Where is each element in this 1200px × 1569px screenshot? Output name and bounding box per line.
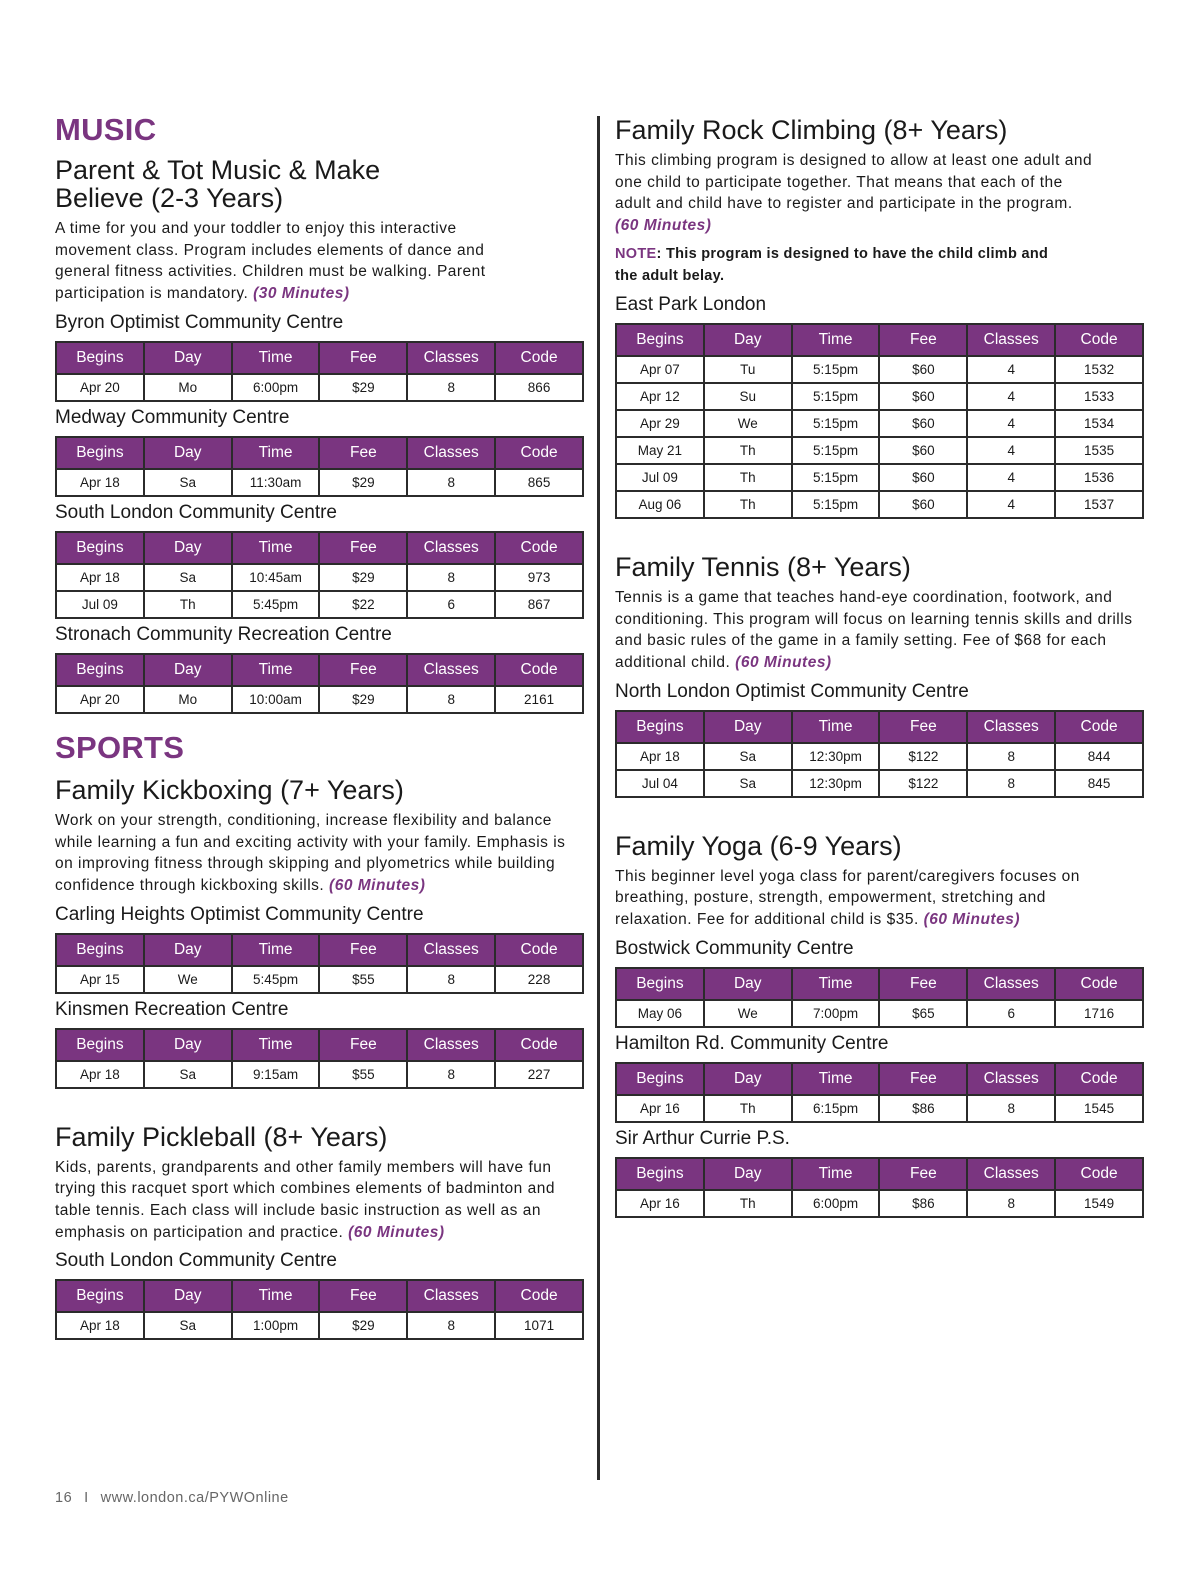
column-header: Fee [319, 1280, 407, 1312]
sports-heading: SPORTS [55, 729, 185, 765]
column-header: Time [792, 711, 880, 743]
table-header-row [56, 1029, 583, 1061]
venue-name: East Park London [615, 293, 767, 315]
table-cell: Apr 18 [56, 1061, 144, 1088]
column-header: Begins [56, 532, 144, 564]
schedule-table [55, 933, 584, 994]
table-cell: 5:45pm [232, 966, 320, 993]
table-cell: 8 [407, 469, 495, 496]
table-cell: 10:00am [232, 686, 320, 713]
column-header: Fee [879, 968, 967, 1000]
table-cell: We [704, 1000, 792, 1027]
program-description: This climbing program is designed to allow at least one adult and one child to participate together. That means that each of the adult and child have to register and participate in the program. (60 Minutes) [615, 152, 1093, 235]
table-cell: 1533 [1055, 383, 1143, 410]
column-header: Time [232, 532, 320, 564]
table-cell: $60 [879, 410, 967, 437]
table-cell: $29 [319, 564, 407, 591]
table-cell: Apr 18 [616, 743, 704, 770]
table-header-row [616, 968, 1143, 1000]
table-cell: Sa [144, 1312, 232, 1339]
table-cell: Apr 18 [56, 564, 144, 591]
table-cell: $60 [879, 437, 967, 464]
table-cell: 10:45am [232, 564, 320, 591]
table-cell: 4 [967, 437, 1055, 464]
column-header: Begins [56, 342, 144, 374]
column-header: Classes [967, 1158, 1055, 1190]
column-header: Code [1055, 1158, 1143, 1190]
column-header: Time [232, 934, 320, 966]
table-cell: Apr 12 [616, 383, 704, 410]
column-header: Code [495, 1280, 583, 1312]
table-cell: $122 [879, 743, 967, 770]
schedule-table [615, 1062, 1144, 1123]
table-header-row [616, 711, 1143, 743]
column-header: Fee [879, 1063, 967, 1095]
table-cell: $60 [879, 356, 967, 383]
column-header: Time [232, 1029, 320, 1061]
table-cell: 1549 [1055, 1190, 1143, 1217]
table-cell: 5:15pm [792, 464, 880, 491]
table-row [56, 591, 583, 618]
table-cell: 6:00pm [792, 1190, 880, 1217]
table-row [616, 770, 1143, 797]
table-cell: Sa [704, 743, 792, 770]
column-header: Begins [56, 934, 144, 966]
table-cell: 1:00pm [232, 1312, 320, 1339]
table-cell: 4 [967, 491, 1055, 518]
column-header: Day [704, 711, 792, 743]
table-cell: 6 [967, 1000, 1055, 1027]
table-cell: 1545 [1055, 1095, 1143, 1122]
table-cell: 6:00pm [232, 374, 320, 401]
table-cell: $122 [879, 770, 967, 797]
column-header: Day [144, 1280, 232, 1312]
program-title: Parent & Tot Music & Make Believe (2-3 Years) [55, 155, 381, 213]
left-column [55, 112, 585, 1340]
schedule-group [615, 937, 1145, 1218]
table-header-row [56, 654, 583, 686]
table-row [56, 1061, 583, 1088]
table-header-row [56, 1280, 583, 1312]
column-header: Day [704, 324, 792, 356]
table-cell: Sa [144, 1061, 232, 1088]
schedule-table [615, 323, 1144, 519]
program-note: NOTE: This program is designed to have the child climb and the adult belay. [615, 245, 1049, 284]
table-cell: Apr 29 [616, 410, 704, 437]
table-cell: 8 [967, 1190, 1055, 1217]
table-cell: Jul 04 [616, 770, 704, 797]
schedule-group [615, 293, 1145, 519]
table-cell: 8 [967, 770, 1055, 797]
table-row [616, 743, 1143, 770]
column-header: Begins [56, 1280, 144, 1312]
table-cell: 5:15pm [792, 383, 880, 410]
column-header: Time [792, 324, 880, 356]
table-cell: 4 [967, 464, 1055, 491]
program-description: Work on your strength, conditioning, increase flexibility and balance while learning a fun and exciting activity with your family. Emphasis is on improving fitness through skipping and plyometrics while building confidence through kickboxing skills. (60 Minutes) [55, 811, 566, 894]
table-cell: Apr 18 [56, 469, 144, 496]
schedule-table [615, 710, 1144, 798]
column-header: Fee [319, 934, 407, 966]
column-header: Day [144, 342, 232, 374]
footer-separator: I [84, 1490, 89, 1506]
column-header: Time [232, 437, 320, 469]
music-heading: MUSIC [55, 112, 157, 147]
schedule-group [55, 311, 585, 714]
program-title: Family Tennis (8+ Years) [615, 551, 911, 582]
table-cell: $60 [879, 491, 967, 518]
column-header: Classes [407, 532, 495, 564]
table-row [56, 686, 583, 713]
table-cell: 865 [495, 469, 583, 496]
table-cell: 4 [967, 410, 1055, 437]
column-header: Code [495, 1029, 583, 1061]
table-cell: 8 [407, 686, 495, 713]
table-cell: 8 [967, 743, 1055, 770]
column-header: Code [495, 437, 583, 469]
table-header-row [56, 532, 583, 564]
table-cell: 866 [495, 374, 583, 401]
table-cell: 9:15am [232, 1061, 320, 1088]
column-divider [597, 116, 600, 1480]
table-cell: Jul 09 [616, 464, 704, 491]
table-cell: 5:15pm [792, 437, 880, 464]
table-cell: 228 [495, 966, 583, 993]
table-cell: Tu [704, 356, 792, 383]
table-cell: $29 [319, 686, 407, 713]
table-cell: 5:15pm [792, 410, 880, 437]
table-row [616, 1190, 1143, 1217]
table-header-row [56, 934, 583, 966]
table-cell: 2161 [495, 686, 583, 713]
table-row [56, 1312, 583, 1339]
table-cell: $29 [319, 469, 407, 496]
column-header: Classes [407, 1029, 495, 1061]
table-cell: Apr 15 [56, 966, 144, 993]
table-row [616, 356, 1143, 383]
program-title: Family Rock Climbing (8+ Years) [615, 115, 1008, 145]
column-header: Fee [319, 1029, 407, 1061]
table-cell: $65 [879, 1000, 967, 1027]
table-cell: 4 [967, 383, 1055, 410]
table-cell: $60 [879, 383, 967, 410]
column-header: Code [495, 934, 583, 966]
schedule-group [55, 903, 585, 1089]
table-cell: 1071 [495, 1312, 583, 1339]
column-header: Code [495, 532, 583, 564]
table-cell: May 21 [616, 437, 704, 464]
venue-name: Hamilton Rd. Community Centre [615, 1032, 889, 1054]
column-header: Code [495, 342, 583, 374]
table-row [616, 1000, 1143, 1027]
schedule-table [55, 1279, 584, 1340]
table-row [56, 564, 583, 591]
column-header: Day [144, 654, 232, 686]
column-header: Time [792, 968, 880, 1000]
program-description: Kids, parents, grandparents and other family members will have fun trying this racquet sport which combines elements of badminton and table tennis. Each class will include basic instruction as well as an emphasis on participation and practice. (60 Minutes) [55, 1158, 555, 1241]
table-cell: 8 [407, 564, 495, 591]
venue-name: South London Community Centre [55, 1250, 337, 1272]
table-header-row [616, 1063, 1143, 1095]
table-cell: 6 [407, 591, 495, 618]
table-row [56, 469, 583, 496]
column-header: Time [792, 1063, 880, 1095]
table-cell: $60 [879, 464, 967, 491]
column-header: Code [1055, 711, 1143, 743]
schedule-table [55, 653, 584, 714]
table-cell: $29 [319, 1312, 407, 1339]
schedule-table [615, 1157, 1144, 1218]
table-cell: Sa [144, 564, 232, 591]
schedule-table [55, 341, 584, 402]
column-header: Begins [616, 1158, 704, 1190]
table-cell: 844 [1055, 743, 1143, 770]
table-cell: Apr 20 [56, 374, 144, 401]
schedule-table [55, 436, 584, 497]
schedule-table [55, 1028, 584, 1089]
table-cell: Su [704, 383, 792, 410]
table-row [616, 1095, 1143, 1122]
column-header: Begins [56, 437, 144, 469]
column-header: Classes [967, 968, 1055, 1000]
footer-url[interactable]: www.london.ca/PYWOnline [100, 1490, 289, 1506]
table-header-row [616, 324, 1143, 356]
table-cell: We [704, 410, 792, 437]
table-cell: 8 [407, 1312, 495, 1339]
table-cell: 845 [1055, 770, 1143, 797]
program-description: This beginner level yoga class for parent/caregivers focuses on breathing, posture, strength, empowerment, stretching and relaxation. Fee for additional child is $35. (60 Minutes) [615, 867, 1080, 929]
column-header: Classes [407, 654, 495, 686]
table-cell: Apr 16 [616, 1190, 704, 1217]
table-cell: 1536 [1055, 464, 1143, 491]
table-cell: $22 [319, 591, 407, 618]
table-cell: 5:15pm [792, 356, 880, 383]
column-header: Day [704, 1063, 792, 1095]
column-header: Fee [319, 437, 407, 469]
table-cell: Aug 06 [616, 491, 704, 518]
table-row [616, 491, 1143, 518]
table-cell: Th [704, 464, 792, 491]
table-cell: 7:00pm [792, 1000, 880, 1027]
table-cell: Th [704, 437, 792, 464]
table-cell: 1716 [1055, 1000, 1143, 1027]
schedule-group [55, 1249, 585, 1340]
table-cell: Th [704, 1095, 792, 1122]
table-cell: Sa [704, 770, 792, 797]
page-number: 16 [55, 1490, 73, 1506]
table-cell: 867 [495, 591, 583, 618]
column-header: Day [144, 934, 232, 966]
column-header: Fee [879, 324, 967, 356]
table-row [616, 437, 1143, 464]
schedule-group [615, 680, 1145, 798]
venue-name: Sir Arthur Currie P.S. [615, 1127, 790, 1149]
column-header: Time [792, 1158, 880, 1190]
venue-name: Byron Optimist Community Centre [55, 311, 344, 333]
table-row [56, 966, 583, 993]
column-header: Begins [56, 1029, 144, 1061]
table-cell: $55 [319, 1061, 407, 1088]
venue-name: Kinsmen Recreation Centre [55, 998, 289, 1020]
table-cell: Apr 18 [56, 1312, 144, 1339]
table-cell: Mo [144, 374, 232, 401]
column-header: Day [144, 1029, 232, 1061]
table-cell: May 06 [616, 1000, 704, 1027]
table-cell: 12:30pm [792, 770, 880, 797]
table-cell: $86 [879, 1095, 967, 1122]
column-header: Fee [319, 532, 407, 564]
column-header: Day [144, 532, 232, 564]
column-header: Fee [319, 342, 407, 374]
program-title: Family Yoga (6-9 Years) [615, 830, 902, 861]
table-cell: 227 [495, 1061, 583, 1088]
program-title: Family Kickboxing (7+ Years) [55, 774, 404, 805]
column-header: Code [1055, 968, 1143, 1000]
column-header: Begins [616, 968, 704, 1000]
column-header: Classes [967, 1063, 1055, 1095]
program-description: A time for you and your toddler to enjoy this interactive movement class. Program includes elements of dance and general fitness activities. Children must be walking. Parent participation is mandatory. (30 Minutes) [55, 220, 486, 303]
table-cell: 6:15pm [792, 1095, 880, 1122]
venue-name: South London Community Centre [55, 501, 337, 523]
table-cell: Sa [144, 469, 232, 496]
program-title: Family Pickleball (8+ Years) [55, 1121, 388, 1152]
column-header: Fee [879, 711, 967, 743]
column-header: Classes [967, 711, 1055, 743]
table-cell: Apr 07 [616, 356, 704, 383]
table-header-row [616, 1158, 1143, 1190]
column-header: Begins [616, 711, 704, 743]
table-cell: 8 [407, 1061, 495, 1088]
table-cell: $29 [319, 374, 407, 401]
column-header: Day [704, 1158, 792, 1190]
table-cell: 5:15pm [792, 491, 880, 518]
schedule-table [615, 967, 1144, 1028]
table-cell: 8 [407, 966, 495, 993]
column-header: Code [1055, 1063, 1143, 1095]
table-cell: $55 [319, 966, 407, 993]
column-header: Classes [967, 324, 1055, 356]
table-cell: Apr 20 [56, 686, 144, 713]
venue-name: Stronach Community Recreation Centre [55, 623, 392, 645]
column-header: Time [232, 1280, 320, 1312]
table-cell: 4 [967, 356, 1055, 383]
schedule-table [55, 531, 584, 619]
table-cell: Apr 16 [616, 1095, 704, 1122]
column-header: Begins [616, 1063, 704, 1095]
column-header: Classes [407, 934, 495, 966]
table-cell: Th [704, 1190, 792, 1217]
table-cell: 12:30pm [792, 743, 880, 770]
table-cell: We [144, 966, 232, 993]
column-header: Day [704, 968, 792, 1000]
table-cell: 1534 [1055, 410, 1143, 437]
table-header-row [56, 437, 583, 469]
table-cell: Th [144, 591, 232, 618]
column-header: Classes [407, 342, 495, 374]
table-cell: 5:45pm [232, 591, 320, 618]
table-row [616, 383, 1143, 410]
table-cell: 973 [495, 564, 583, 591]
column-header: Day [144, 437, 232, 469]
column-header: Classes [407, 437, 495, 469]
table-row [56, 374, 583, 401]
table-cell: Mo [144, 686, 232, 713]
column-header: Fee [879, 1158, 967, 1190]
column-header: Begins [56, 654, 144, 686]
program-description: Tennis is a game that teaches hand-eye coordination, footwork, and conditioning. This program will focus on learning tennis skills and drills and basic rules of the game in a family setting. Fee of $68 for each additional child. (60 Minutes) [615, 588, 1133, 671]
column-header: Time [232, 342, 320, 374]
table-cell: $86 [879, 1190, 967, 1217]
table-cell: Jul 09 [56, 591, 144, 618]
table-row [616, 410, 1143, 437]
table-cell: 1537 [1055, 491, 1143, 518]
venue-name: Bostwick Community Centre [615, 937, 854, 959]
column-header: Code [1055, 324, 1143, 356]
table-cell: 8 [967, 1095, 1055, 1122]
right-column [615, 112, 1145, 1218]
table-cell: 11:30am [232, 469, 320, 496]
table-header-row [56, 342, 583, 374]
column-header: Classes [407, 1280, 495, 1312]
table-cell: 8 [407, 374, 495, 401]
venue-name: Carling Heights Optimist Community Centre [55, 903, 424, 925]
column-header: Code [495, 654, 583, 686]
venue-name: Medway Community Centre [55, 406, 290, 428]
page-footer [55, 1490, 289, 1506]
table-cell: 1535 [1055, 437, 1143, 464]
column-header: Fee [319, 654, 407, 686]
table-row [616, 464, 1143, 491]
venue-name: North London Optimist Community Centre [615, 680, 969, 702]
column-header: Begins [616, 324, 704, 356]
table-cell: 1532 [1055, 356, 1143, 383]
column-header: Time [232, 654, 320, 686]
table-cell: Th [704, 491, 792, 518]
